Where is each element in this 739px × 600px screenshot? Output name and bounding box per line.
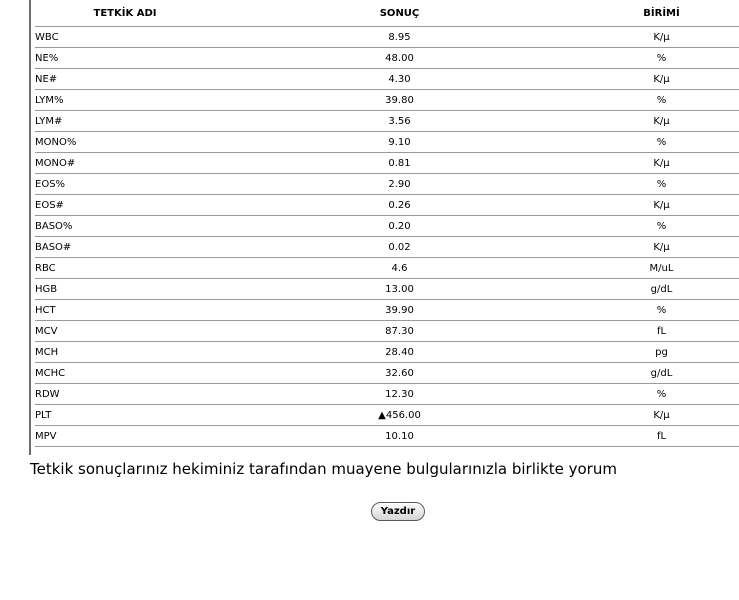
test-name-cell: EOS#: [35, 195, 215, 216]
table-row: [35, 90, 739, 111]
test-name-cell: MCH: [35, 342, 215, 363]
test-name-cell: LYM%: [35, 90, 215, 111]
result-value-cell: 32.60: [215, 363, 584, 384]
unit-cell: g/dL: [584, 279, 739, 300]
table-row: [35, 384, 739, 405]
result-value-cell: ▲456.00: [215, 405, 584, 426]
result-value-cell: 39.80: [215, 90, 584, 111]
table-row: [35, 363, 739, 384]
unit-cell: %: [584, 90, 739, 111]
table-row: [35, 237, 739, 258]
result-value-cell: 3.56: [215, 111, 584, 132]
unit-cell: K/µ: [584, 69, 739, 90]
result-value-cell: 0.26: [215, 195, 584, 216]
test-name-cell: HGB: [35, 279, 215, 300]
header-result: SONUÇ: [215, 0, 584, 27]
test-name-cell: LYM#: [35, 111, 215, 132]
result-value-cell: 10.10: [215, 426, 584, 447]
result-value-cell: 0.20: [215, 216, 584, 237]
test-name-cell: HCT: [35, 300, 215, 321]
table-row: [35, 279, 739, 300]
result-value-cell: 28.40: [215, 342, 584, 363]
unit-cell: K/µ: [584, 111, 739, 132]
table-row: [35, 111, 739, 132]
unit-cell: %: [584, 300, 739, 321]
result-value-cell: 8.95: [215, 27, 584, 48]
unit-cell: fL: [584, 321, 739, 342]
result-value-cell: 48.00: [215, 48, 584, 69]
table-row: [35, 258, 739, 279]
table-row: [35, 300, 739, 321]
result-value-cell: 12.30: [215, 384, 584, 405]
unit-cell: fL: [584, 426, 739, 447]
table-row: [35, 342, 739, 363]
result-value-cell: 39.90: [215, 300, 584, 321]
results-body: [35, 27, 739, 447]
test-name-cell: RBC: [35, 258, 215, 279]
print-button[interactable]: Yazdır: [371, 502, 425, 521]
table-header-row: [35, 0, 739, 27]
test-name-cell: MCV: [35, 321, 215, 342]
result-value-cell: 0.81: [215, 153, 584, 174]
results-note: Tetkik sonuçlarınız hekiminiz tarafından muayene bulgularınızla birlikte yorum: [30, 460, 617, 478]
header-test-name: TETKİK ADI: [35, 0, 215, 27]
unit-cell: %: [584, 48, 739, 69]
table-row: [35, 48, 739, 69]
table-row: [35, 426, 739, 447]
result-value-cell: 0.02: [215, 237, 584, 258]
table-row: [35, 132, 739, 153]
header-unit: BİRİMİ: [584, 0, 739, 27]
result-value-cell: 9.10: [215, 132, 584, 153]
unit-cell: K/µ: [584, 405, 739, 426]
unit-cell: pg: [584, 342, 739, 363]
table-row: [35, 216, 739, 237]
table-row: [35, 153, 739, 174]
unit-cell: M/uL: [584, 258, 739, 279]
unit-cell: K/µ: [584, 195, 739, 216]
table-row: [35, 27, 739, 48]
table-row: [35, 69, 739, 90]
unit-cell: %: [584, 216, 739, 237]
unit-cell: %: [584, 384, 739, 405]
table-row: [35, 405, 739, 426]
test-name-cell: MCHC: [35, 363, 215, 384]
result-value-cell: 4.6: [215, 258, 584, 279]
test-name-cell: RDW: [35, 384, 215, 405]
unit-cell: %: [584, 174, 739, 195]
test-name-cell: MONO#: [35, 153, 215, 174]
unit-cell: K/µ: [584, 27, 739, 48]
table-row: [35, 174, 739, 195]
result-value-cell: 87.30: [215, 321, 584, 342]
test-name-cell: BASO#: [35, 237, 215, 258]
test-name-cell: MPV: [35, 426, 215, 447]
result-value-cell: 4.30: [215, 69, 584, 90]
unit-cell: g/dL: [584, 363, 739, 384]
test-name-cell: BASO%: [35, 216, 215, 237]
unit-cell: K/µ: [584, 237, 739, 258]
test-name-cell: NE%: [35, 48, 215, 69]
table-row: [35, 321, 739, 342]
results-table: [35, 0, 739, 447]
test-name-cell: MONO%: [35, 132, 215, 153]
test-name-cell: WBC: [35, 27, 215, 48]
table-row: [35, 195, 739, 216]
test-name-cell: NE#: [35, 69, 215, 90]
unit-cell: K/µ: [584, 153, 739, 174]
result-value-cell: 13.00: [215, 279, 584, 300]
result-value-cell: 2.90: [215, 174, 584, 195]
unit-cell: %: [584, 132, 739, 153]
test-name-cell: PLT: [35, 405, 215, 426]
test-name-cell: EOS%: [35, 174, 215, 195]
